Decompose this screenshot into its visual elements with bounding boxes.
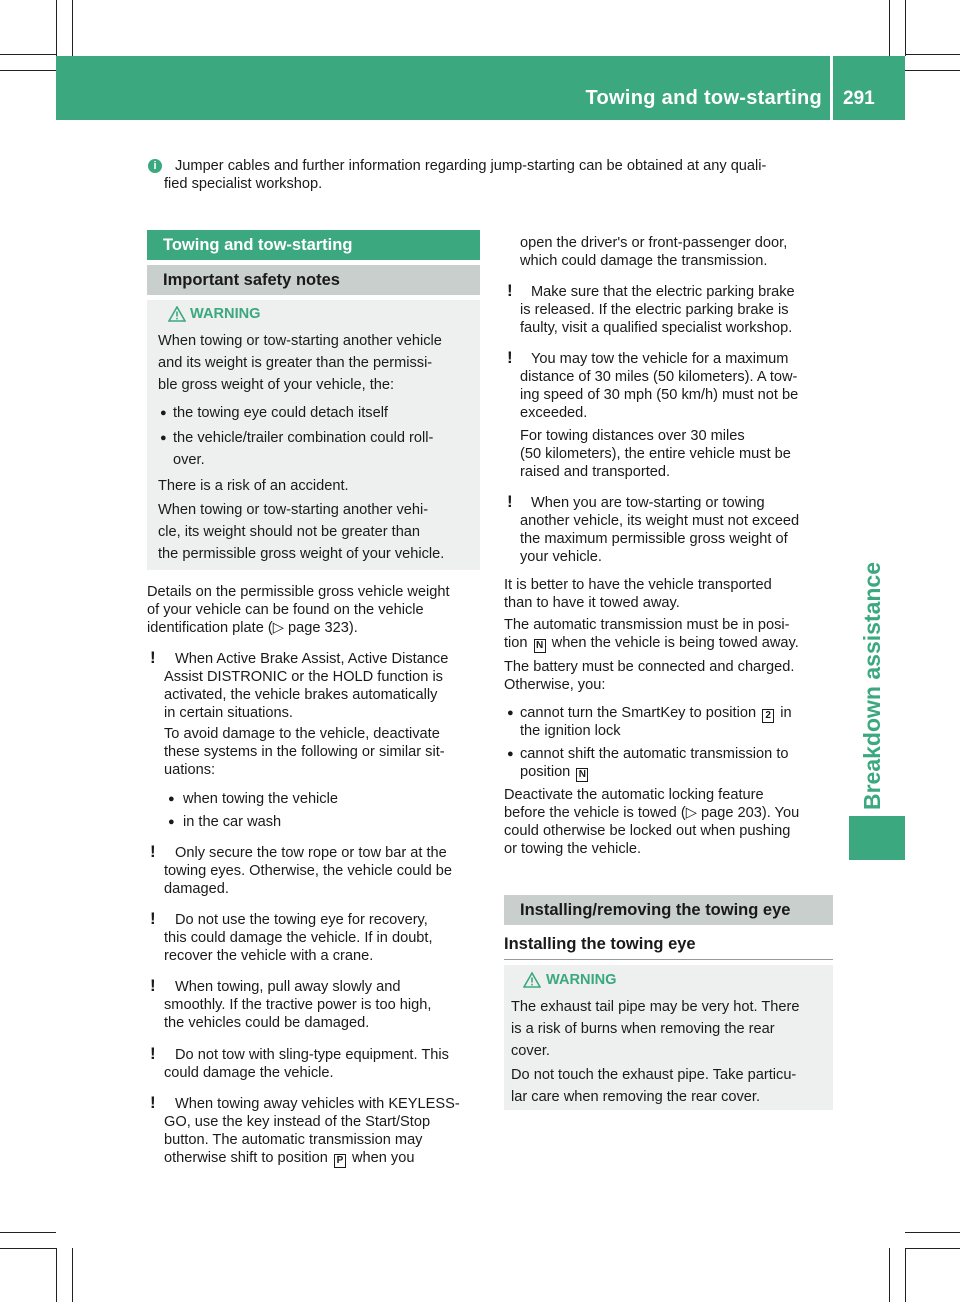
body-line: or towing the vehicle.: [504, 841, 642, 857]
notice-text: otherwise shift to position: [164, 1150, 328, 1166]
crop-mark: [0, 70, 56, 71]
warning-line: the permissible gross weight of your vehicle.: [158, 546, 445, 562]
warning-line: cle, its weight should not be greater than: [158, 524, 421, 540]
body-line: The battery must be connected and charged.: [504, 659, 795, 675]
page-title: Towing and tow-starting: [585, 87, 822, 109]
body-line: of your vehicle can be found on the vehicle: [147, 602, 424, 618]
warning-line: and its weight is greater than the permissi-: [158, 355, 433, 371]
bullet-icon: ●: [168, 793, 175, 805]
warning-line: lar care when removing the rear cover.: [511, 1089, 761, 1105]
notice-line: the vehicles could be damaged.: [164, 1015, 370, 1031]
notice-line: the maximum permissible gross weight of: [520, 531, 788, 547]
notice-line: in certain situations.: [164, 705, 293, 721]
crop-mark: [889, 1248, 890, 1302]
crop-mark: [905, 1232, 960, 1233]
body-line: [504, 634, 799, 653]
crop-mark: [905, 1248, 960, 1249]
intro-line: Jumper cables and further information regarding jump-starting can be obtained at any quali-: [175, 158, 767, 174]
bullet-icon: ●: [507, 707, 514, 719]
subheading: Installing the towing eye: [504, 935, 696, 953]
notice-line: For towing distances over 30 miles: [520, 428, 745, 444]
notice-text: when you: [351, 1150, 415, 1166]
notice-line: activated, the vehicle brakes automatically: [164, 687, 438, 703]
warning-title: WARNING: [190, 306, 261, 322]
crop-mark: [0, 1248, 56, 1249]
notice-icon: !: [150, 909, 156, 928]
bullet-text: cannot turn the SmartKey to position: [520, 705, 757, 721]
notice-line: this could damage the vehicle. If in doubt,: [164, 930, 433, 946]
notice-line: When you are tow-starting or towing: [531, 495, 765, 511]
crop-mark: [905, 54, 960, 55]
body-line: It is better to have the vehicle transported: [504, 577, 772, 593]
notice-line: towing eyes. Otherwise, the vehicle could be: [164, 863, 452, 879]
notice-line: When towing, pull away slowly and: [175, 979, 401, 995]
warning-triangle-icon: [523, 972, 541, 988]
notice-line: (50 kilometers), the entire vehicle must be: [520, 446, 791, 462]
bullet-text: in: [780, 705, 792, 721]
notice-line: Assist DISTRONIC or the HOLD function is: [164, 669, 443, 685]
section-heading: Towing and tow-starting: [147, 230, 480, 260]
header-divider: [830, 56, 833, 120]
notice-icon: !: [507, 281, 513, 300]
bullet-line: the ignition lock: [520, 723, 621, 739]
key-position-2-icon: 2: [762, 709, 774, 723]
notice-line: To avoid damage to the vehicle, deactivate: [164, 726, 440, 742]
page-number: 291: [843, 88, 875, 109]
body-line: Deactivate the automatic locking feature: [504, 787, 764, 803]
notice-line: uations:: [164, 762, 216, 778]
warning-line: ble gross weight of your vehicle, the:: [158, 377, 395, 393]
notice-line: button. The automatic transmission may: [164, 1132, 423, 1148]
notice-line: When Active Brake Assist, Active Distance: [175, 651, 449, 667]
bullet-icon: ●: [507, 748, 514, 760]
body-text: when the vehicle is being towed away.: [551, 635, 799, 651]
bullet-line: cannot shift the automatic transmission to: [520, 746, 789, 762]
warning-title: WARNING: [546, 972, 617, 988]
notice-bullet: when towing the vehicle: [183, 791, 338, 807]
body-text: tion: [504, 635, 528, 651]
bullet-text: position: [520, 764, 571, 780]
notice-line: exceeded.: [520, 405, 588, 421]
notice-line: recover the vehicle with a crane.: [164, 948, 374, 964]
side-tab-label: Breakdown assistance: [859, 561, 885, 810]
subsection-heading: Installing/removing the towing eye: [504, 895, 833, 925]
bullet-line: [520, 704, 792, 723]
page-link[interactable]: identification plate (▷ page 323).: [147, 620, 358, 636]
notice-icon: !: [150, 842, 156, 861]
crop-mark: [905, 1248, 906, 1302]
warning-line: Do not touch the exhaust pipe. Take particu-: [511, 1067, 797, 1083]
notice-line: is released. If the electric parking brake is: [520, 302, 789, 318]
notice-line: smoothly. If the tractive power is too high,: [164, 997, 432, 1013]
notice-line: Only secure the tow rope or tow bar at the: [175, 845, 447, 861]
body-line: Otherwise, you:: [504, 677, 606, 693]
crop-mark: [905, 70, 960, 71]
notice-line: which could damage the transmission.: [520, 253, 768, 269]
crop-mark: [72, 0, 73, 56]
gear-position-n-icon: N: [576, 768, 588, 782]
subsection-heading: Important safety notes: [147, 265, 480, 295]
notice-line: faulty, visit a qualified specialist workshop.: [520, 320, 793, 336]
bullet-icon: ●: [168, 816, 175, 828]
notice-line: could damage the vehicle.: [164, 1065, 334, 1081]
notice-line: these systems in the following or similar sit-: [164, 744, 445, 760]
warning-line: There is a risk of an accident.: [158, 478, 349, 494]
intro-line: fied specialist workshop.: [164, 176, 323, 192]
side-tab-block: [849, 816, 905, 860]
notice-line: Do not use the towing eye for recovery,: [175, 912, 428, 928]
warning-triangle-icon: [168, 306, 186, 322]
warning-line: When towing or tow-starting another vehicle: [158, 333, 442, 349]
bullet-icon: ●: [160, 407, 167, 419]
warning-line: When towing or tow-starting another vehi-: [158, 502, 429, 518]
notice-icon: !: [507, 348, 513, 367]
body-line: than to have it towed away.: [504, 595, 680, 611]
notice-icon: !: [150, 976, 156, 995]
notice-icon: !: [507, 492, 513, 511]
warning-line: The exhaust tail pipe may be very hot. There: [511, 999, 800, 1015]
notice-line: raised and transported.: [520, 464, 671, 480]
notice-line: your vehicle.: [520, 549, 602, 565]
info-icon: i: [148, 159, 162, 173]
crop-mark: [56, 1248, 57, 1302]
crop-mark: [56, 0, 57, 56]
gear-position-p-icon: P: [334, 1154, 346, 1168]
notice-line: You may tow the vehicle for a maximum: [531, 351, 789, 367]
body-line: Details on the permissible gross vehicle weight: [147, 584, 450, 600]
bullet-icon: ●: [160, 432, 167, 444]
notice-icon: !: [150, 1044, 156, 1063]
notice-line: distance of 30 miles (50 kilometers). A tow-: [520, 369, 798, 385]
notice-line: When towing away vehicles with KEYLESS-: [175, 1096, 460, 1112]
crop-mark: [0, 54, 56, 55]
crop-mark: [72, 1248, 73, 1302]
warning-line: is a risk of burns when removing the rear: [511, 1021, 775, 1037]
crop-mark: [0, 1232, 56, 1233]
notice-line: ing speed of 30 mph (50 km/h) must not be: [520, 387, 799, 403]
warning-bullet: the towing eye could detach itself: [173, 405, 388, 421]
notice-line: [164, 1149, 414, 1168]
warning-bullet: the vehicle/trailer combination could roll-: [173, 430, 434, 446]
notice-icon: !: [150, 1093, 156, 1112]
body-line: could otherwise be locked out when pushing: [504, 823, 791, 839]
crop-mark: [905, 0, 906, 56]
notice-line: another vehicle, its weight must not exceed: [520, 513, 800, 529]
heading-rule: [504, 959, 833, 960]
bullet-line: [520, 763, 590, 782]
notice-icon: !: [150, 648, 156, 667]
warning-line: cover.: [511, 1043, 550, 1059]
page-link[interactable]: before the vehicle is towed (▷ page 203). You: [504, 805, 800, 821]
gear-position-n-icon: N: [534, 639, 546, 653]
body-line: The automatic transmission must be in posi-: [504, 617, 790, 633]
crop-mark: [889, 0, 890, 56]
notice-line: open the driver's or front-passenger door,: [520, 235, 788, 251]
notice-line: GO, use the key instead of the Start/Stop: [164, 1114, 431, 1130]
notice-line: Do not tow with sling-type equipment. This: [175, 1047, 449, 1063]
notice-line: Make sure that the electric parking brake: [531, 284, 795, 300]
warning-bullet: over.: [173, 452, 205, 468]
notice-line: damaged.: [164, 881, 229, 897]
notice-bullet: in the car wash: [183, 814, 282, 830]
